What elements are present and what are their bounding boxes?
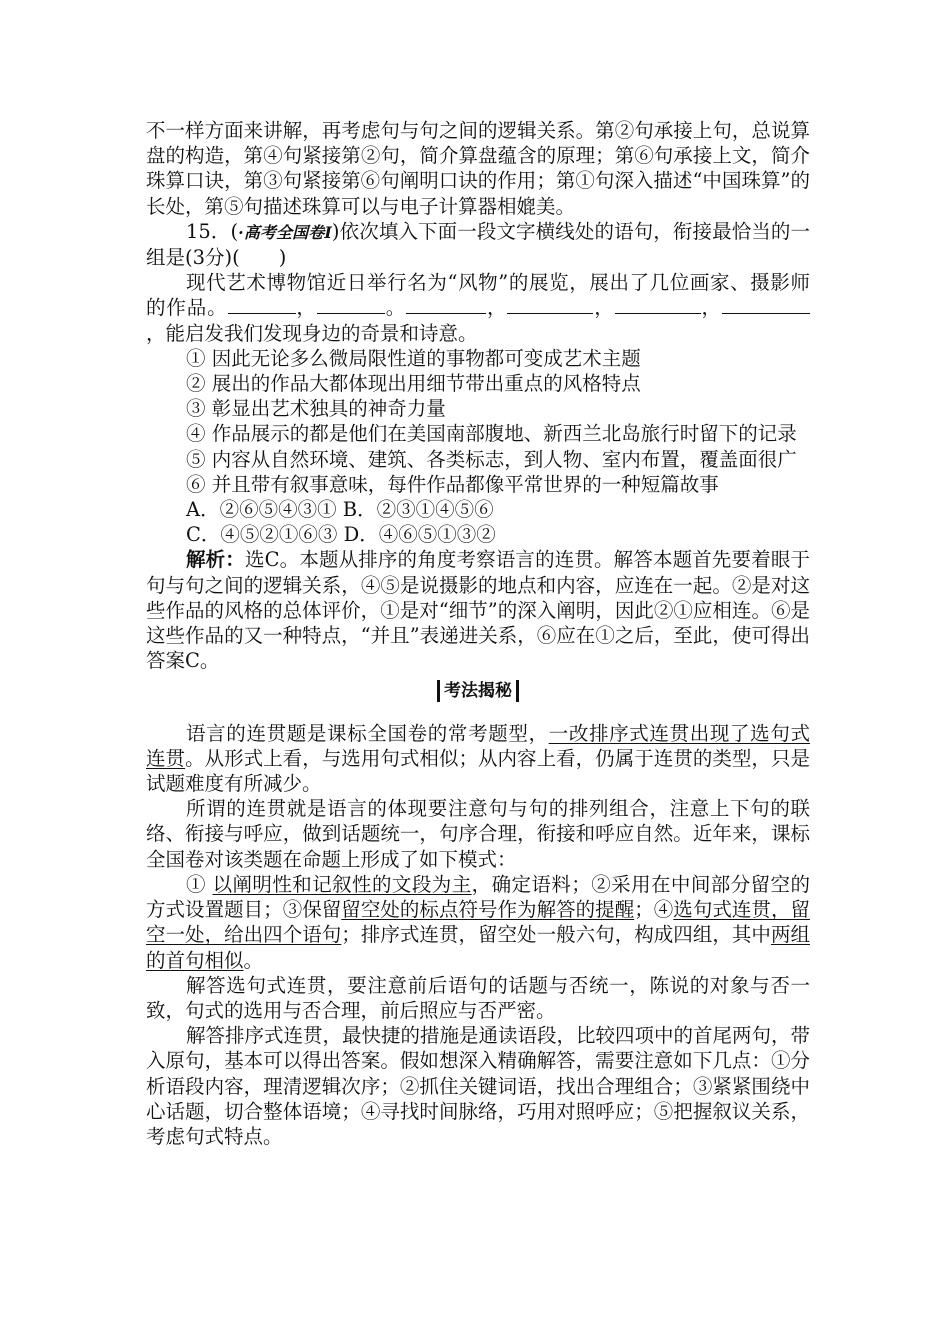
question-number: 15．(	[186, 219, 239, 243]
blank-6	[722, 295, 810, 314]
paragraph-1	[146, 721, 810, 797]
underlined-text: 选句式连贯，留空一处，给出四个语句	[146, 898, 810, 947]
analysis-text: 选C。本题从排序的角度考察语言的连贯。解答本题首先要着眼于句与句之间的逻辑关系，④⑤是说摄影的地点和内容，应连在一起。②是对这些作品的风格的总体评价，①是对“细节”的深入阐明，因此②①应相连。⑥是这些作品的又一种特点，“并且”表递进关系，⑥应在①之后，至此，使可得出答案C。	[146, 548, 810, 673]
sentence-item: ④ 作品展示的都是他们在美国南部腹地、新西兰北岛旅行时留下的记录	[186, 422, 797, 446]
blank-3	[406, 295, 486, 314]
passage-punct: ，	[486, 296, 508, 320]
text-run: ，确定语料；②采用在中间部分留空的方式设置题目；③保留	[146, 872, 810, 922]
blank-1	[228, 295, 296, 314]
blank-4	[507, 295, 593, 314]
passage-punct: ，	[295, 296, 317, 320]
passage-start: 现代艺术博物馆近日举行名为“风物”的展览，展出了几位画家、摄影师的作品。	[146, 271, 810, 320]
options-row-2: C．④⑤②①⑥③ D．④⑥⑤①③②	[186, 523, 496, 547]
blank-5	[615, 295, 701, 314]
analysis-paragraph	[146, 547, 810, 673]
sentence-item: ① 因此无论多么微局限性道的事物都可变成艺术主题	[186, 346, 641, 370]
passage-punct: 。	[384, 296, 407, 320]
paragraph-5: 解答排序式连贯，最快捷的措施是通读语段，比较四项中的首尾两句，带入原句，基本可以得出答案。假如想深入精确解答，需要注意如下几点：①分析语段内容，理清逻辑次序；②抓住关键词语，找出合理组合；③紧紧围绕中心话题，切合整体语境；④寻找时间脉络，巧用对照呼应；⑤把握叙议关系，考虑句式特点。	[146, 1024, 811, 1148]
sentence-item: ② 展出的作品大都体现出用细节带出重点的风格特点	[186, 372, 641, 396]
sentence-item: ⑤ 内容从自然环境、建筑、各类标志，到人物、室内布置，覆盖面很广	[186, 447, 797, 471]
intro-paragraph: 不一样方面来讲解，再考虑句与句之间的逻辑关系。第②句承接上句，总说算盘的构造，第④句紧接第②句，简介算盘蕴含的原理；第⑥句承接上文，简介珠算口诀，第③句紧接第⑥句阐明口诀的作用；第①句深入描述“中国珠算”的长处，第⑤句描述珠算可以与电子计算器相媲美。	[146, 119, 810, 218]
underlined-text: 一改排序式连贯出现了选句式连贯	[146, 721, 810, 770]
underlined-text: 以阐明性和记叙性的文段为主	[212, 872, 472, 896]
section-heading	[146, 677, 810, 702]
analysis-label: 解析：	[186, 548, 245, 572]
text-run: 语言的连贯题是课标全国卷的常考题型，	[186, 721, 549, 745]
paragraph-2: 所谓的连贯就是语言的体现要注意句与句的排列组合，注意上下句的联络、衔接与呼应，做到话题统一，句序合理，衔接和呼应自然。近年来，课标全国卷对该类题在命题上形成了如下模式：	[146, 797, 810, 871]
question-passage	[146, 270, 810, 346]
underlined-text: 留空处的标点符号作为解答的提醒	[341, 898, 635, 922]
text-run: ①	[186, 872, 213, 896]
paragraph-4: 解答选句式连贯，要注意前后语句的话题与否统一，陈说的对象与否一致，句式的选用与否合理，前后照应与否严密。	[146, 973, 810, 1022]
question-text: )依次填入下面一段文字横线处的语句，衔接最恰当的一组是(3分)( )	[146, 219, 811, 270]
passage-end: ，能启发我们发现身边的奇景和诗意。	[146, 321, 478, 345]
text-run: 。从形式上看，与选用句式相似；从内容上看，仍属于连贯的类型，只是试题难度有所减少。	[146, 746, 810, 796]
spacer	[146, 713, 810, 721]
underlined-text: 两组的首句相似	[146, 923, 810, 972]
options-row-1: A．②⑥⑤④③① B．②③①④⑤⑥	[186, 498, 494, 522]
question-stem	[146, 219, 810, 270]
section-title: 考法揭秘	[437, 680, 519, 702]
question-source: ·高考全国卷Ⅰ	[238, 222, 332, 242]
text-run: ；排序式连贯，留空处一般六句，构成四组，其中	[341, 923, 771, 947]
passage-punct: ，	[700, 296, 722, 320]
paragraph-3	[146, 872, 810, 973]
passage-punct: ，	[593, 296, 615, 320]
blank-2	[317, 295, 385, 314]
sentence-item: ③ 彰显出艺术独具的神奇力量	[186, 397, 446, 421]
text-run: 。	[243, 948, 264, 972]
sentence-item: ⑥ 并且带有叙事意味，每件作品都像平常世界的一种短篇故事	[186, 472, 719, 496]
document-page	[146, 118, 810, 1149]
text-run: ；④	[634, 898, 674, 922]
